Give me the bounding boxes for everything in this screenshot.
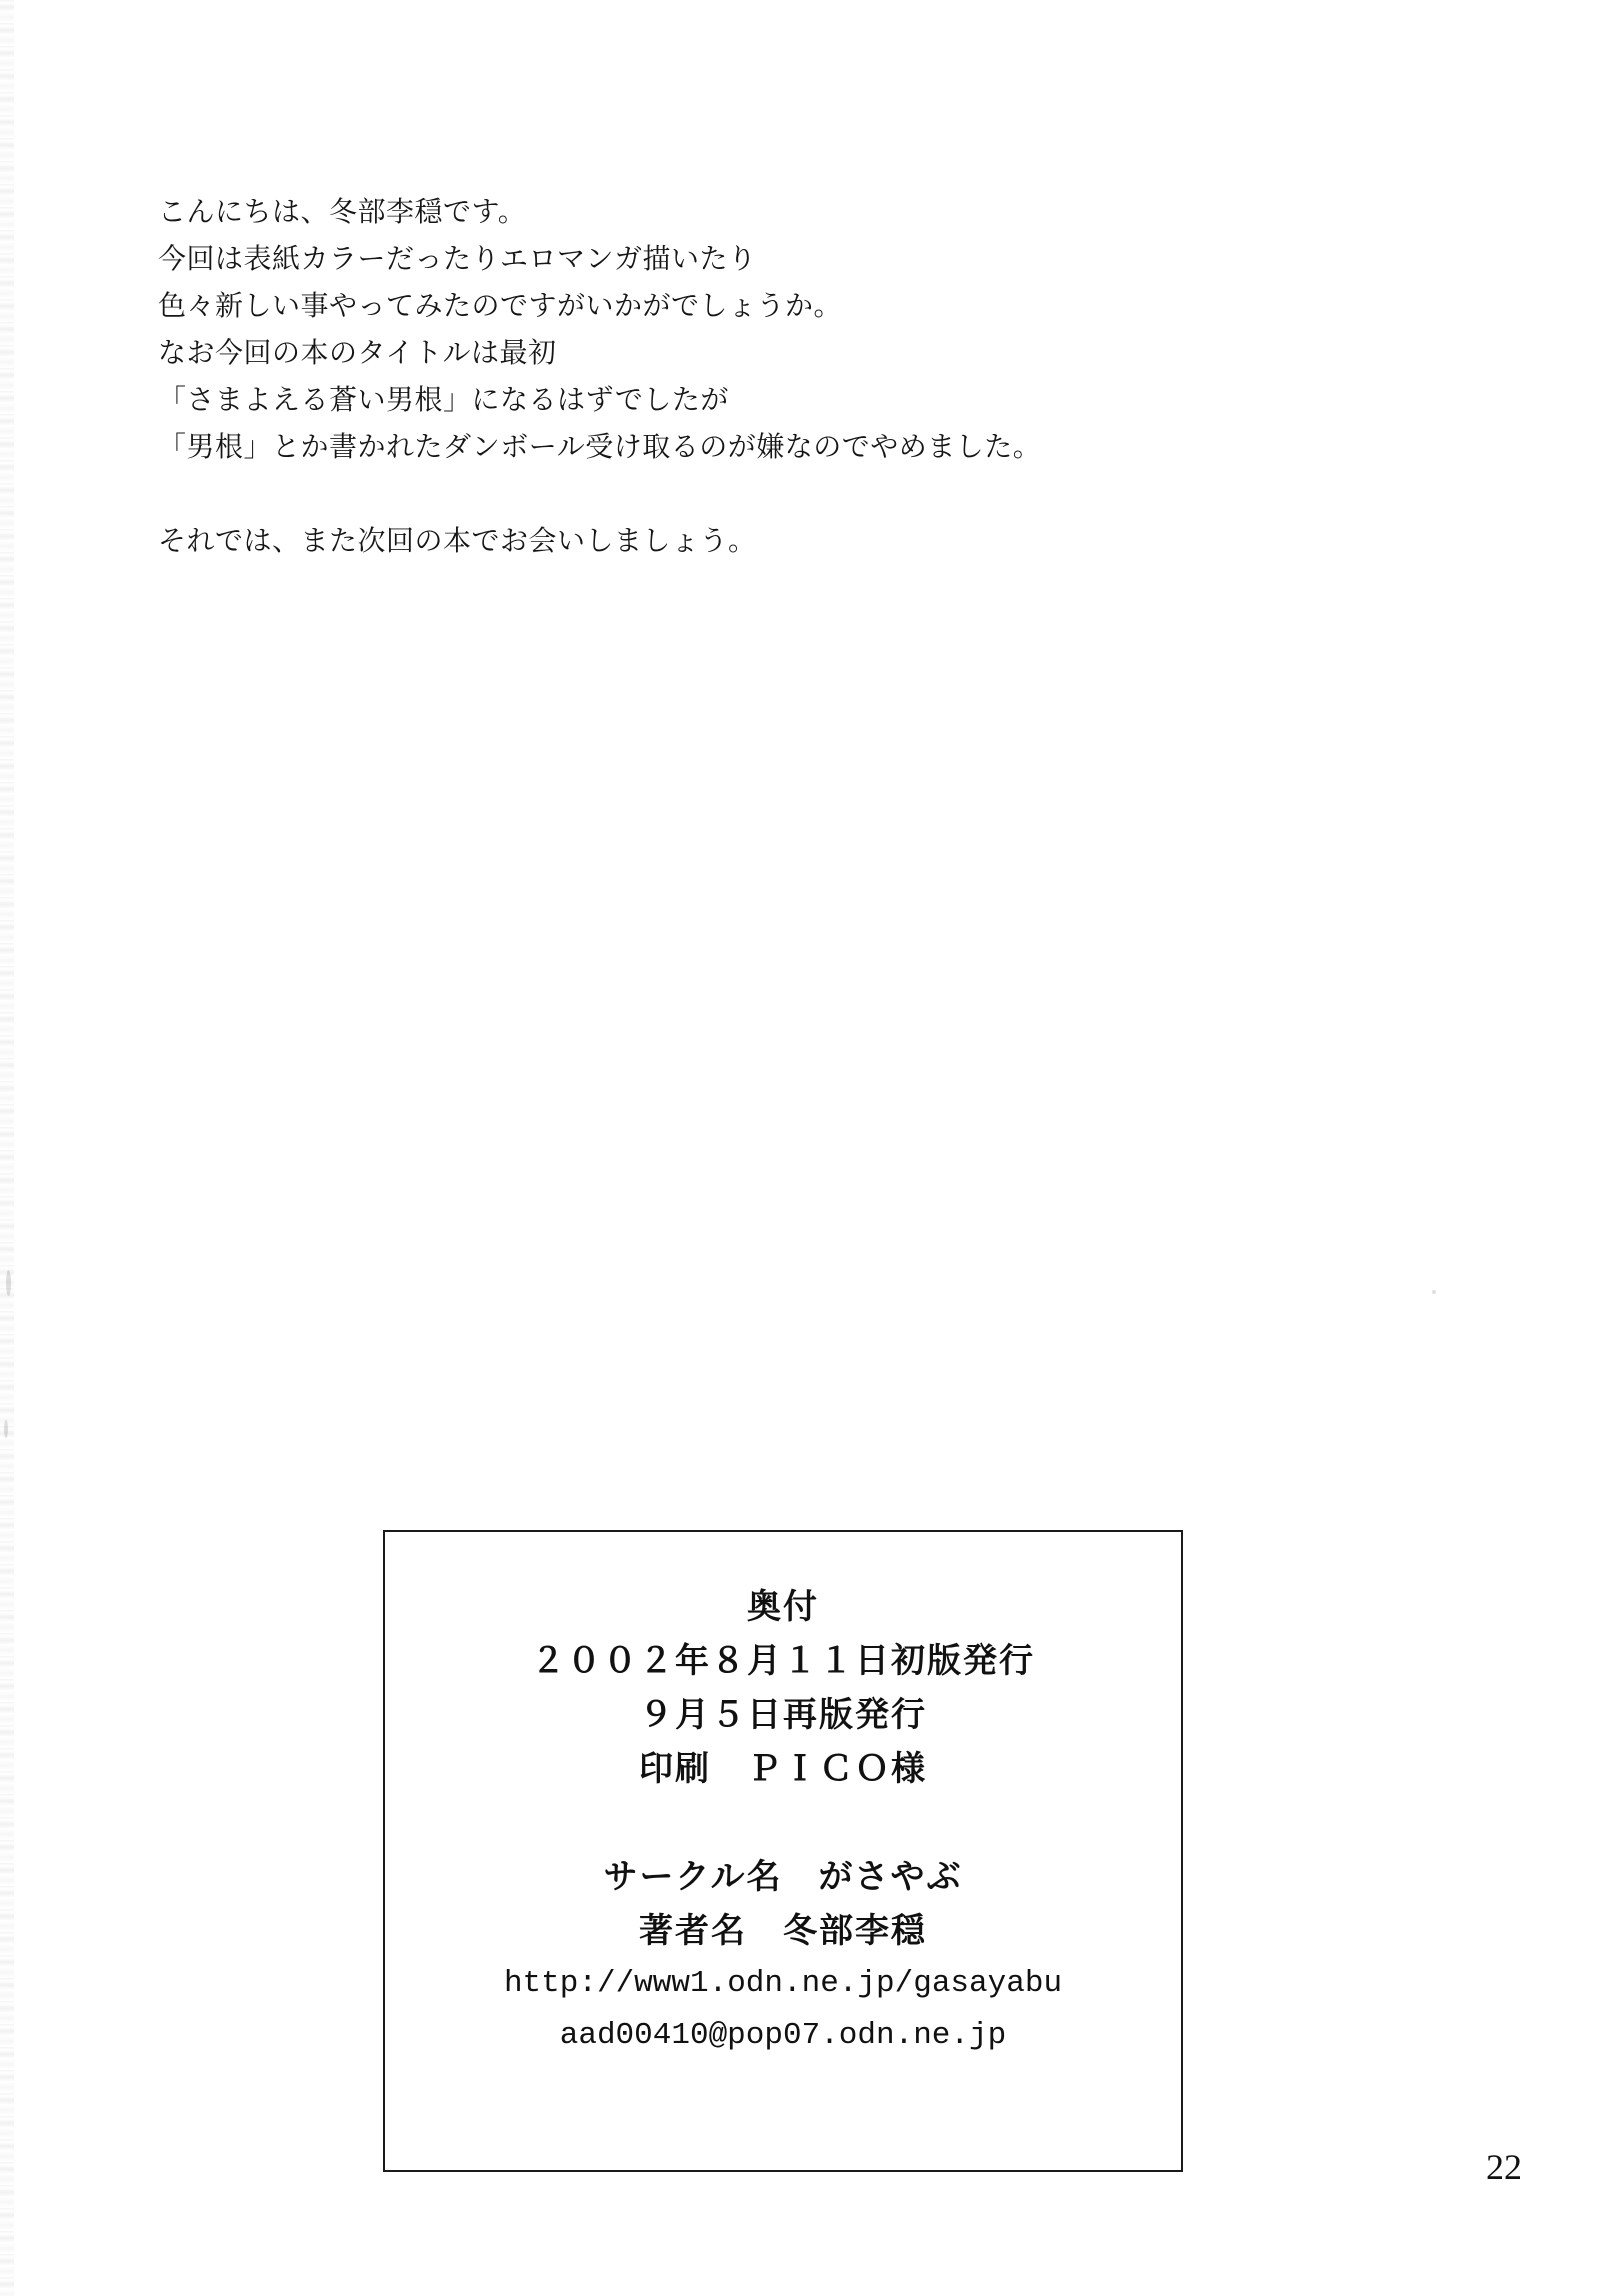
- page-number: 22: [1486, 2147, 1522, 2187]
- scan-speck: [1432, 1290, 1436, 1294]
- scan-speck: [6, 1270, 11, 1296]
- colophon-reprint: ９月５日再版発行: [639, 1696, 927, 1734]
- scan-edge-artifact: [0, 0, 14, 2296]
- colophon-heading: 奥付: [747, 1588, 819, 1626]
- colophon-email: aad00410@pop07.odn.ne.jp: [559, 2018, 1007, 2053]
- colophon-circle-name: サークル名 がさやぶ: [603, 1858, 963, 1896]
- afterword-line-3: 色々新しい事やってみたのですがいかがでしょうか。: [158, 290, 843, 321]
- colophon-box: [383, 1530, 1183, 2172]
- afterword-line-5: 「さまよえる蒼い男根」になるはずでしたが: [158, 384, 729, 415]
- scan-speck: [4, 1420, 8, 1438]
- colophon-author-name: 著者名 冬部李穏: [639, 1912, 927, 1950]
- afterword-line-2: 今回は表紙カラーだったりエロマンガ描いたり: [158, 243, 757, 274]
- afterword-text-block: [158, 188, 1418, 564]
- colophon-url: http://www1.odn.ne.jp/gasayabu: [503, 1966, 1063, 2001]
- afterword-paragraph-gap: [158, 470, 1418, 517]
- colophon-first-edition: ２００２年８月１１日初版発行: [531, 1642, 1035, 1680]
- afterword-closing-line: それでは、また次回の本でお会いしましょう。: [158, 525, 757, 556]
- afterword-line-1: こんにちは、冬部李穏です。: [158, 196, 527, 227]
- afterword-line-6: 「男根」とか書かれたダンボール受け取るのが嫌なのでやめました。: [158, 431, 1042, 462]
- colophon-printer: 印刷 ＰＩＣＯ様: [639, 1750, 927, 1788]
- afterword-line-4: なお今回の本のタイトルは最初: [158, 337, 557, 368]
